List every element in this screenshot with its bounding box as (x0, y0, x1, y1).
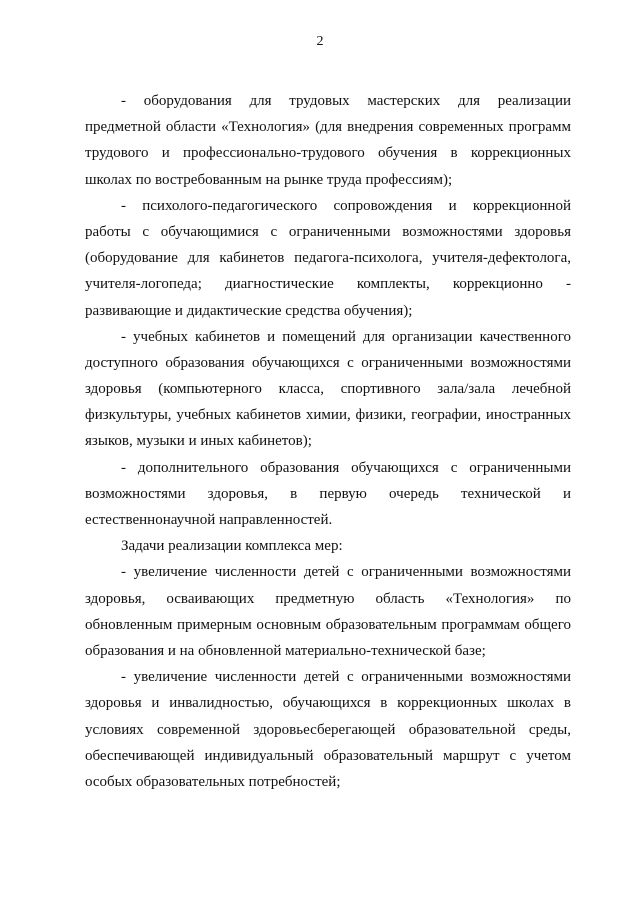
text-line: - увеличение численности детей с ограниченными возможностями (121, 564, 571, 581)
text-line: - дополнительного образования обучающихся с ограниченными (121, 459, 571, 476)
text-line: обеспечивающей индивидуальный образовательный маршрут с учетом (85, 747, 571, 764)
text-line: - увеличение численности детей с ограниченными возможностями (121, 669, 571, 686)
text-line: возможностями здоровья, в первую очередь технической и (85, 485, 571, 502)
text-line: физкультуры, учебных кабинетов химии, физики, географии, иностранных (85, 407, 571, 424)
paragraph-classrooms (85, 324, 571, 455)
text-line: - оборудования для трудовых мастерских для реализации (121, 93, 571, 109)
paragraph-workshop-equipment (85, 88, 571, 193)
text-line: школах по востребованным на рынке труда профессиям); (85, 171, 453, 188)
document-body (85, 88, 571, 795)
paragraph-tasks-heading (85, 533, 571, 559)
text-line: - учебных кабинетов и помещений для организации качественного (121, 328, 571, 345)
page-number: 2 (316, 34, 324, 49)
text-line: (оборудование для кабинетов педагога-психолога, учителя-дефектолога, (85, 250, 571, 267)
paragraph-psychological-support (85, 193, 571, 324)
text-line: естественнонаучной направленностей. (85, 512, 333, 528)
text-line: образования и на обновленной материально-технической базе; (85, 642, 486, 659)
text-line: работы с обучающимися с ограниченными возможностями здоровья (85, 223, 571, 240)
paragraph-additional-education (85, 455, 571, 534)
text-line: здоровья (компьютерного класса, спортивного зала/зала лечебной (85, 381, 571, 398)
text-line: особых образовательных потребностей; (85, 773, 341, 790)
text-line: трудового и профессионально-трудового обучения в коррекционных (85, 145, 571, 162)
text-line: Задачи реализации комплекса мер: (121, 538, 343, 555)
text-line: учителя-логопеда; диагностические комплекты, коррекционно - (85, 276, 571, 293)
text-line: здоровья, осваивающих предметную область «Технология» по (85, 590, 571, 607)
paragraph-task-correctional-schools (85, 664, 571, 795)
text-line: здоровья и инвалидностью, обучающихся в коррекционных школах в (85, 695, 571, 712)
text-line: доступного образования обучающихся с ограниченными возможностями (85, 354, 571, 371)
text-line: обновленным примерным основным образовательным программам общего (85, 616, 571, 633)
text-line: языков, музыки и иных кабинетов); (85, 433, 312, 450)
text-line: развивающие и дидактические средства обучения); (85, 302, 413, 319)
text-line: - психолого-педагогического сопровождения и коррекционной (121, 197, 571, 214)
text-line: условиях современной здоровьесберегающей образовательной среды, (85, 721, 571, 738)
text-line: предметной области «Технология» (для внедрения современных программ (85, 119, 571, 136)
paragraph-task-technology (85, 559, 571, 664)
